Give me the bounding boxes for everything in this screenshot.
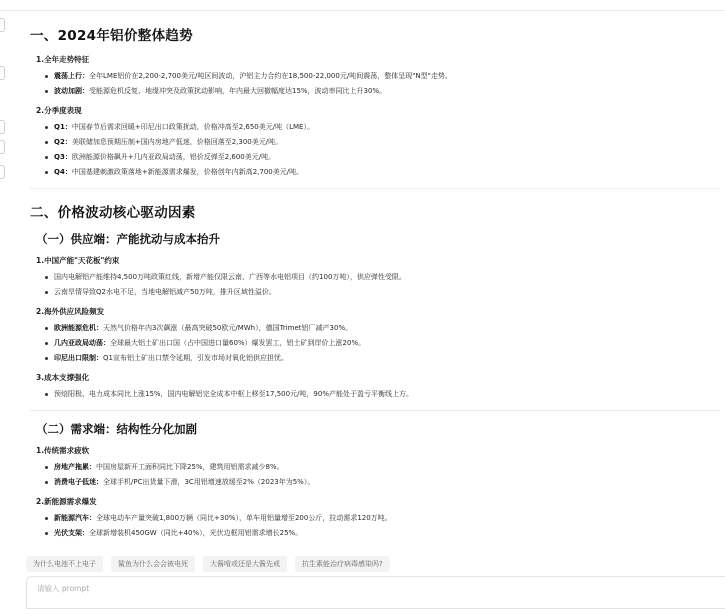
- list-item: [54, 526, 720, 541]
- section-divider: [30, 410, 720, 411]
- bullet-list: [30, 511, 720, 541]
- subsection-heading: 2.新能源需求爆发: [36, 497, 97, 506]
- item-label: 震荡上行：: [54, 72, 89, 80]
- item-label: 新能源汽车：: [54, 514, 96, 522]
- prompt-input[interactable]: [35, 583, 639, 594]
- subsection-heading: 1.全年走势特征: [36, 55, 90, 64]
- list-item: [54, 84, 720, 99]
- item-label: 消费电子低迷：: [54, 478, 103, 486]
- list-item: [54, 270, 720, 285]
- list-item: [54, 387, 720, 402]
- prompt-box[interactable]: [26, 576, 725, 609]
- list-item: [54, 285, 720, 300]
- subsection-heading: 2.分季度表现: [36, 106, 82, 115]
- item-text: 国内电解铝产能维持4,500万吨政策红线，新增产能仅限云南、广西等水电铝项目（约100万吨），供应弹性受限。: [54, 273, 406, 281]
- item-label: 波动加剧：: [54, 87, 89, 95]
- item-text: 云南旱情导致Q2水电不足，当地电解铝减产50万吨，推升区域性溢价。: [54, 288, 276, 296]
- list-item: [54, 460, 720, 475]
- rail-marker[interactable]: [0, 18, 5, 32]
- item-text: 全球新增装机450GW（同比+40%），光伏边框用铝需求增长25%。: [89, 529, 303, 537]
- rail-marker[interactable]: [0, 66, 5, 80]
- subsection-heading: 1.传统需求疲软: [36, 446, 90, 455]
- list-item: [54, 120, 720, 135]
- category-heading: （二）需求端：结构性分化加剧: [36, 422, 197, 436]
- section-title: 一、2024年铝价整体趋势: [30, 28, 193, 44]
- bullet-list: [30, 387, 720, 402]
- item-text: 受能源危机反复、地缘冲突及政策扰动影响，年内最大回撤幅度达15%，波动率同比上升30%。: [89, 87, 387, 95]
- rail-marker[interactable]: [0, 165, 5, 179]
- item-text: 欧洲能源价格飙升+几内亚政局动荡，铝价反弹至2,600美元/吨。: [71, 153, 276, 161]
- subsection-heading: 2.海外供应风险频发: [36, 307, 105, 316]
- item-label: 欧洲能源危机：: [54, 324, 103, 332]
- rail-marker[interactable]: [0, 140, 5, 154]
- left-rail: [0, 0, 10, 607]
- item-text: 中国基建刺激政策落地+新能源需求爆发，价格创年内新高2,700美元/吨。: [71, 168, 304, 176]
- item-text: 美联储加息预期压制+国内房地产低迷，价格回落至2,300美元/吨。: [71, 138, 283, 146]
- list-item: [54, 475, 720, 490]
- item-text: 全球最大铝土矿出口国（占中国进口量60%）爆发罢工，铝土矿到岸价上涨20%。: [110, 339, 366, 347]
- item-label: 光伏支架：: [54, 529, 89, 537]
- suggestion-chips: [26, 556, 390, 572]
- category-heading: （一）供应端：产能扰动与成本抬升: [36, 232, 220, 246]
- item-text: 天然气价格年内3次飙涨（最高突破50欧元/MWh），德国Trimet铝厂减产30%。: [103, 324, 353, 332]
- item-text: 全球手机/PC出货量下滑，3C用铝增速放缓至2%（2023年为5%）。: [103, 478, 315, 486]
- item-label: Q1：: [54, 123, 72, 131]
- suggestion-chip[interactable]: 大酱啃或还是大酱先戒: [203, 556, 287, 572]
- bullet-list: [30, 270, 720, 300]
- suggestion-chip[interactable]: 鲨鱼为什么会会被电死: [111, 556, 195, 572]
- bullet-list: [30, 460, 720, 490]
- item-label: 几内亚政局动荡：: [54, 339, 110, 347]
- item-label: 房地产拖累：: [54, 463, 96, 471]
- list-item: [54, 135, 720, 150]
- bullet-list: [30, 120, 720, 180]
- section-divider: [30, 188, 720, 189]
- bullet-list: [30, 321, 720, 366]
- list-item: [54, 69, 720, 84]
- rail-marker[interactable]: [0, 120, 5, 134]
- list-item: [54, 511, 720, 526]
- top-divider: [0, 0, 725, 11]
- item-text: 预焙阳极、电力成本同比上涨15%，国内电解铝完全成本中枢上移至17,500元/吨，90%产能处于盈亏平衡线上方。: [54, 390, 413, 398]
- item-label: Q4：: [54, 168, 72, 176]
- item-text: 全年LME铝价在2,200-2,700美元/吨区间波动，沪铝主力合约在18,500-22,000元/吨间震荡，整体呈现"N型"走势。: [89, 72, 452, 80]
- item-label: Q2：: [54, 138, 72, 146]
- suggestion-chip[interactable]: 为什么电池不上电子: [26, 556, 103, 572]
- item-label: Q3：: [54, 153, 72, 161]
- list-item: [54, 165, 720, 180]
- item-text: 中国春节后需求回暖+印尼出口政策扰动，价格冲高至2,650美元/吨（LME）。: [71, 123, 314, 131]
- list-item: [54, 351, 720, 366]
- list-item: [54, 321, 720, 336]
- suggestion-chip[interactable]: 抗生素能治疗病毒感染吗?: [295, 556, 390, 572]
- subsection-heading: 1.中国产能"天花板"约束: [36, 256, 120, 265]
- item-label: 印尼出口限制：: [54, 354, 103, 362]
- list-item: [54, 336, 720, 351]
- item-text: Q1宣布铝土矿出口禁令延期，引发市场对氧化铝供应担忧。: [103, 354, 288, 362]
- bullet-list: [30, 69, 720, 99]
- item-text: 中国房屋新开工面积同比下降25%，建筑用铝需求减少8%。: [96, 463, 284, 471]
- section-title: 二、价格波动核心驱动因素: [30, 205, 196, 221]
- item-text: 全球电动车产量突破1,800万辆（同比+30%），单车用铝量增至200公斤，拉动需求120万吨。: [96, 514, 392, 522]
- response-content: [30, 12, 720, 552]
- list-item: [54, 150, 720, 165]
- subsection-heading: 3.成本支撑强化: [36, 373, 90, 382]
